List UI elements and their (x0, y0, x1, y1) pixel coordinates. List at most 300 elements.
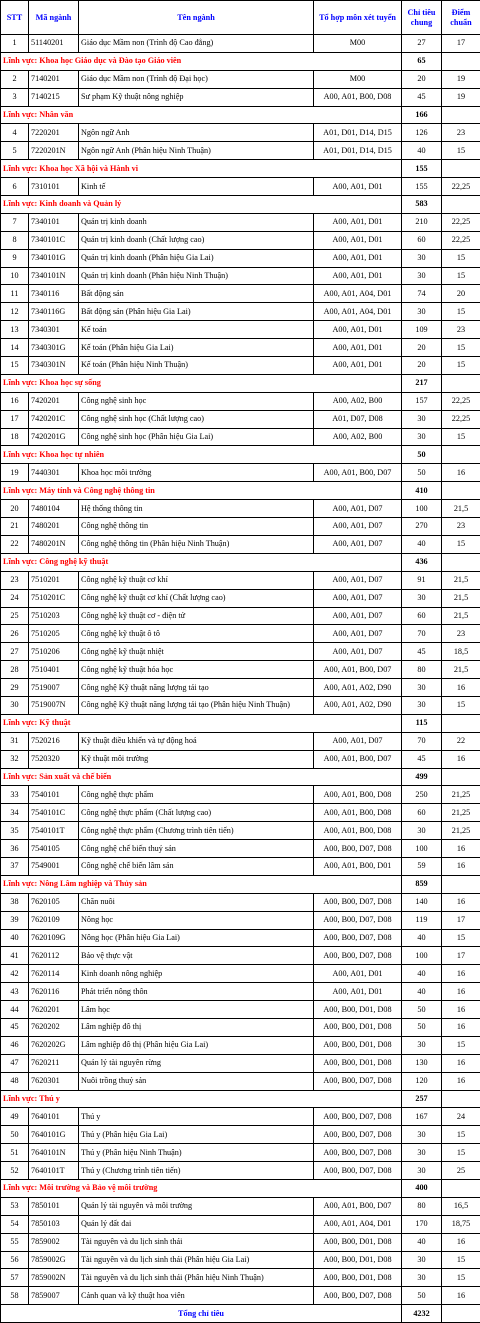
cell-quota: 30 (402, 410, 442, 428)
cell-quota: 70 (402, 625, 442, 643)
table-row (1, 947, 480, 965)
section-row (1, 160, 480, 178)
cell-combo: A00, B00, D01, D08 (314, 1269, 402, 1287)
cell-combo: A00, B00, D01, D08 (314, 1018, 402, 1036)
cell-name: Quản trị kinh doanh (Phân hiệu Gia Lai) (79, 249, 314, 267)
cell-stt: 49 (1, 1108, 29, 1126)
cell-stt: 36 (1, 840, 29, 858)
cell-stt: 24 (1, 589, 29, 607)
cell-combo: A01, D01, D14, D15 (314, 142, 402, 160)
cell-code: 7620109G (29, 929, 79, 947)
cell-name: Công nghệ chế biến lâm sản (79, 857, 314, 875)
cell-code: 7859002N (29, 1269, 79, 1287)
table-row (1, 35, 480, 53)
table-row (1, 840, 480, 858)
section-label: Lĩnh vực: Nhân văn (1, 106, 402, 124)
table-row (1, 1269, 480, 1287)
section-row (1, 1090, 480, 1108)
cell-stt: 29 (1, 679, 29, 697)
cell-code: 7640101 (29, 1108, 79, 1126)
cell-combo: A00, B00, D07, D08 (314, 893, 402, 911)
cell-quota: 157 (402, 392, 442, 410)
cell-quota: 30 (402, 1036, 442, 1054)
cell-score: 21,25 (442, 822, 480, 840)
section-empty (442, 196, 480, 214)
cell-score: 15 (442, 142, 480, 160)
cell-code: 7850103 (29, 1215, 79, 1233)
cell-stt: 58 (1, 1287, 29, 1305)
cell-score: 18,5 (442, 643, 480, 661)
cell-stt: 31 (1, 732, 29, 750)
cell-combo: M00 (314, 70, 402, 88)
cell-stt: 28 (1, 661, 29, 679)
section-total: 257 (402, 1090, 442, 1108)
cell-combo: A00, B00, D07, D08 (314, 1072, 402, 1090)
cell-name: Giáo dục Mầm non (Trình độ Cao đẳng) (79, 35, 314, 53)
section-total: 400 (402, 1180, 442, 1198)
cell-name: Công nghệ kỹ thuật hóa học (79, 661, 314, 679)
cell-quota: 100 (402, 840, 442, 858)
cell-quota: 30 (402, 589, 442, 607)
cell-stt: 8 (1, 231, 29, 249)
table-row (1, 70, 480, 88)
cell-stt: 43 (1, 983, 29, 1001)
cell-name: Ngôn ngữ Anh (79, 124, 314, 142)
table-row (1, 911, 480, 929)
cell-stt: 52 (1, 1162, 29, 1180)
cell-stt: 42 (1, 965, 29, 983)
section-label: Lĩnh vực: Kinh doanh và Quản lý (1, 196, 402, 214)
cell-code: 7140201 (29, 70, 79, 88)
cell-combo: A00, A01, D01 (314, 357, 402, 375)
section-row (1, 52, 480, 70)
table-row (1, 464, 480, 482)
table-row (1, 178, 480, 196)
section-label: Lĩnh vực: Khoa học Xã hội và Hành vi (1, 160, 402, 178)
table-row (1, 321, 480, 339)
cell-combo: A00, A01, B00, D07 (314, 661, 402, 679)
cell-quota: 126 (402, 124, 442, 142)
cell-name: Quản trị kinh doanh (Chất lượng cao) (79, 231, 314, 249)
cell-stt: 14 (1, 339, 29, 357)
cell-combo: A00, B00, D07, D08 (314, 1126, 402, 1144)
cell-code: 7480201N (29, 535, 79, 553)
cell-combo: A00, B00, D07, D08 (314, 840, 402, 858)
cell-combo: A00, A01, B00, D07 (314, 464, 402, 482)
cell-name: Kế toán (79, 321, 314, 339)
grand-total-label: Tổng chỉ tiêu (1, 1305, 402, 1323)
header-quota: Chỉ tiêu chung (402, 1, 442, 35)
cell-quota: 270 (402, 518, 442, 536)
cell-score: 16 (442, 1287, 480, 1305)
cell-combo: A00, A01, A02, D90 (314, 696, 402, 714)
table-row (1, 822, 480, 840)
table-row (1, 88, 480, 106)
cell-code: 7510401 (29, 661, 79, 679)
section-row (1, 374, 480, 392)
table-row (1, 339, 480, 357)
cell-combo: A00, A01, D07 (314, 571, 402, 589)
cell-stt: 15 (1, 357, 29, 375)
section-row (1, 875, 480, 893)
table-row (1, 303, 480, 321)
cell-combo: A00, A01, D01 (314, 213, 402, 231)
cell-code: 7640101T (29, 1162, 79, 1180)
cell-combo: A00, A01, B00, D08 (314, 88, 402, 106)
table-row (1, 1287, 480, 1305)
table-row (1, 625, 480, 643)
cell-code: 51140201 (29, 35, 79, 53)
cell-combo: A00, B00, D07, D08 (314, 911, 402, 929)
cell-combo: A00, A01, A04, D01 (314, 285, 402, 303)
cell-quota: 40 (402, 965, 442, 983)
cell-stt: 44 (1, 1001, 29, 1019)
cell-quota: 210 (402, 213, 442, 231)
cell-stt: 41 (1, 947, 29, 965)
cell-score: 21,25 (442, 804, 480, 822)
cell-score: 16 (442, 464, 480, 482)
cell-score: 16 (442, 1233, 480, 1251)
cell-code: 7440301 (29, 464, 79, 482)
cell-combo: A00, B00, D01, D08 (314, 1251, 402, 1269)
cell-combo: A00, B00, D07, D08 (314, 1287, 402, 1305)
cell-combo: A00, A01, D01 (314, 178, 402, 196)
section-total: 115 (402, 714, 442, 732)
cell-score: 19 (442, 70, 480, 88)
section-label: Lĩnh vực: Thú y (1, 1090, 402, 1108)
cell-score: 15 (442, 1251, 480, 1269)
cell-score: 15 (442, 1269, 480, 1287)
cell-name: Quản lý tài nguyên rừng (79, 1054, 314, 1072)
cell-name: Hệ thống thông tin (79, 500, 314, 518)
cell-name: Công nghệ thông tin (79, 518, 314, 536)
cell-combo: A00, A02, B00 (314, 428, 402, 446)
section-total: 166 (402, 106, 442, 124)
table-row (1, 929, 480, 947)
cell-stt: 38 (1, 893, 29, 911)
cell-score: 18,75 (442, 1215, 480, 1233)
cell-code: 7510205 (29, 625, 79, 643)
cell-quota: 30 (402, 696, 442, 714)
cell-score: 21,5 (442, 661, 480, 679)
section-empty (442, 1180, 480, 1198)
cell-score: 22,25 (442, 410, 480, 428)
section-total: 217 (402, 374, 442, 392)
cell-stt: 39 (1, 911, 29, 929)
cell-quota: 60 (402, 607, 442, 625)
cell-stt: 34 (1, 804, 29, 822)
cell-stt: 54 (1, 1215, 29, 1233)
cell-name: Kỹ thuật điều khiển và tự động hoá (79, 732, 314, 750)
cell-quota: 30 (402, 1162, 442, 1180)
section-empty (442, 714, 480, 732)
cell-score: 16 (442, 1018, 480, 1036)
cell-score: 23 (442, 518, 480, 536)
cell-quota: 30 (402, 1144, 442, 1162)
table-row (1, 518, 480, 536)
cell-name: Kinh doanh nông nghiệp (79, 965, 314, 983)
cell-combo: A00, B00, D01, D08 (314, 1054, 402, 1072)
table-row (1, 410, 480, 428)
cell-code: 7420201C (29, 410, 79, 428)
cell-combo: A00, A01, D01 (314, 321, 402, 339)
section-total: 410 (402, 482, 442, 500)
cell-code: 7480104 (29, 500, 79, 518)
cell-stt: 17 (1, 410, 29, 428)
cell-code: 7420201G (29, 428, 79, 446)
cell-score: 16 (442, 1054, 480, 1072)
cell-stt: 53 (1, 1197, 29, 1215)
cell-code: 7540105 (29, 840, 79, 858)
table-row (1, 786, 480, 804)
cell-quota: 50 (402, 1287, 442, 1305)
cell-score: 15 (442, 249, 480, 267)
cell-score: 21,5 (442, 571, 480, 589)
cell-score: 15 (442, 1126, 480, 1144)
section-row (1, 1180, 480, 1198)
section-label: Lĩnh vực: Công nghệ kỹ thuật (1, 553, 402, 571)
section-empty (442, 106, 480, 124)
cell-stt: 37 (1, 857, 29, 875)
section-row (1, 482, 480, 500)
cell-name: Công nghệ sinh học (79, 392, 314, 410)
cell-score: 16 (442, 983, 480, 1001)
section-empty (442, 374, 480, 392)
cell-score: 17 (442, 35, 480, 53)
cell-combo: A01, D01, D14, D15 (314, 124, 402, 142)
table-row (1, 1197, 480, 1215)
cell-stt: 2 (1, 70, 29, 88)
cell-code: 7859002G (29, 1251, 79, 1269)
cell-stt: 4 (1, 124, 29, 142)
cell-score: 16 (442, 1001, 480, 1019)
table-row (1, 804, 480, 822)
section-total: 65 (402, 52, 442, 70)
cell-quota: 50 (402, 464, 442, 482)
cell-quota: 20 (402, 70, 442, 88)
cell-score: 16 (442, 1072, 480, 1090)
cell-name: Công nghệ Kỹ thuật năng lượng tái tạo (Phân hiệu Ninh Thuận) (79, 696, 314, 714)
cell-stt: 48 (1, 1072, 29, 1090)
cell-combo: A00, A01, D07 (314, 535, 402, 553)
cell-quota: 167 (402, 1108, 442, 1126)
cell-quota: 109 (402, 321, 442, 339)
header-code: Mã ngành (29, 1, 79, 35)
cell-quota: 100 (402, 947, 442, 965)
cell-quota: 91 (402, 571, 442, 589)
cell-name: Kỹ thuật môi trường (79, 750, 314, 768)
table-row (1, 1251, 480, 1269)
cell-code: 7420201 (29, 392, 79, 410)
table-row (1, 267, 480, 285)
cell-score: 20 (442, 285, 480, 303)
header-name: Tên ngành (79, 1, 314, 35)
section-empty (442, 160, 480, 178)
cell-score: 21,25 (442, 786, 480, 804)
cell-code: 7340116G (29, 303, 79, 321)
cell-score: 16 (442, 965, 480, 983)
table-row (1, 392, 480, 410)
cell-name: Công nghệ kỹ thuật cơ khí (Chất lượng cao) (79, 589, 314, 607)
cell-code: 7510201C (29, 589, 79, 607)
grand-total-empty (442, 1305, 480, 1323)
cell-code: 7520216 (29, 732, 79, 750)
cell-combo: A00, B00, D01, D08 (314, 1233, 402, 1251)
section-label: Lĩnh vực: Khoa học sự sống (1, 374, 402, 392)
cell-quota: 30 (402, 249, 442, 267)
cell-score: 15 (442, 339, 480, 357)
cell-score: 19 (442, 88, 480, 106)
cell-combo: A00, A01, D01 (314, 339, 402, 357)
cell-name: Công nghệ sinh học (Phân hiệu Gia Lai) (79, 428, 314, 446)
cell-name: Nông học (79, 911, 314, 929)
cell-score: 22 (442, 732, 480, 750)
table-row (1, 643, 480, 661)
cell-combo: A00, A01, B00, D07 (314, 750, 402, 768)
cell-code: 7850101 (29, 1197, 79, 1215)
table-row (1, 1018, 480, 1036)
cell-quota: 74 (402, 285, 442, 303)
cell-quota: 45 (402, 88, 442, 106)
cell-stt: 16 (1, 392, 29, 410)
cell-code: 7510203 (29, 607, 79, 625)
cell-combo: A00, A01, A04, D01 (314, 303, 402, 321)
cell-stt: 21 (1, 518, 29, 536)
cell-name: Tài nguyên và du lịch sinh thái (Phân hiệu Ninh Thuận) (79, 1269, 314, 1287)
table-row (1, 750, 480, 768)
cell-stt: 22 (1, 535, 29, 553)
cell-quota: 30 (402, 428, 442, 446)
table-row (1, 571, 480, 589)
cell-code: 7220201 (29, 124, 79, 142)
cell-quota: 45 (402, 750, 442, 768)
cell-score: 15 (442, 1036, 480, 1054)
section-empty (442, 52, 480, 70)
cell-combo: A00, A01, D01 (314, 983, 402, 1001)
cell-code: 7549001 (29, 857, 79, 875)
cell-stt: 13 (1, 321, 29, 339)
cell-code: 7540101C (29, 804, 79, 822)
cell-combo: A00, A01, D01 (314, 249, 402, 267)
cell-quota: 70 (402, 732, 442, 750)
cell-quota: 59 (402, 857, 442, 875)
cell-quota: 119 (402, 911, 442, 929)
cell-stt: 1 (1, 35, 29, 53)
table-row (1, 357, 480, 375)
cell-name: Bất động sản (79, 285, 314, 303)
cell-score: 23 (442, 321, 480, 339)
cell-stt: 51 (1, 1144, 29, 1162)
cell-combo: A00, A01, D07 (314, 607, 402, 625)
cell-combo: A00, A02, B00 (314, 392, 402, 410)
section-total: 436 (402, 553, 442, 571)
cell-stt: 12 (1, 303, 29, 321)
table-row (1, 893, 480, 911)
section-total: 583 (402, 196, 442, 214)
cell-code: 7340301N (29, 357, 79, 375)
cell-quota: 30 (402, 1251, 442, 1269)
cell-code: 7140215 (29, 88, 79, 106)
section-row (1, 714, 480, 732)
cell-quota: 30 (402, 303, 442, 321)
cell-combo: A00, B00, D01, D08 (314, 1036, 402, 1054)
section-label: Lĩnh vực: Khoa học tự nhiên (1, 446, 402, 464)
cell-code: 7310101 (29, 178, 79, 196)
cell-code: 7640101G (29, 1126, 79, 1144)
cell-score: 17 (442, 911, 480, 929)
cell-combo: A00, A01, B00, D08 (314, 804, 402, 822)
cell-quota: 30 (402, 1126, 442, 1144)
section-label: Lĩnh vực: Khoa học Giáo dục và Đào tạo Giáo viên (1, 52, 402, 70)
cell-code: 7620202G (29, 1036, 79, 1054)
cell-code: 7620211 (29, 1054, 79, 1072)
cell-code: 7340301 (29, 321, 79, 339)
section-empty (442, 553, 480, 571)
cell-code: 7859007 (29, 1287, 79, 1305)
cell-score: 15 (442, 303, 480, 321)
section-empty (442, 446, 480, 464)
cell-combo: A00, B00, D01, D08 (314, 1001, 402, 1019)
cell-code: 7340101 (29, 213, 79, 231)
cell-score: 17 (442, 947, 480, 965)
table-row (1, 965, 480, 983)
cell-stt: 30 (1, 696, 29, 714)
section-total: 155 (402, 160, 442, 178)
cell-quota: 30 (402, 679, 442, 697)
table-row (1, 1162, 480, 1180)
cell-combo: A00, B00, D07, D08 (314, 1108, 402, 1126)
section-label: Lĩnh vực: Máy tính và Công nghệ thông tin (1, 482, 402, 500)
cell-code: 7340101N (29, 267, 79, 285)
cell-name: Thú y (Chương trình tiên tiến) (79, 1162, 314, 1180)
table-row (1, 1036, 480, 1054)
cell-name: Thú y (79, 1108, 314, 1126)
table-row (1, 285, 480, 303)
cell-score: 16 (442, 750, 480, 768)
cell-combo: A00, A01, D01 (314, 965, 402, 983)
cell-name: Sư phạm Kỹ thuật nông nghiệp (79, 88, 314, 106)
cell-score: 22,25 (442, 178, 480, 196)
cell-stt: 32 (1, 750, 29, 768)
section-total: 859 (402, 875, 442, 893)
cell-score: 21,5 (442, 607, 480, 625)
cell-quota: 60 (402, 804, 442, 822)
cell-code: 7620201 (29, 1001, 79, 1019)
cell-code: 7540101T (29, 822, 79, 840)
header-stt: STT (1, 1, 29, 35)
cell-score: 21,5 (442, 500, 480, 518)
cell-stt: 45 (1, 1018, 29, 1036)
section-empty (442, 875, 480, 893)
cell-quota: 45 (402, 643, 442, 661)
cell-combo: A00, A01, D01 (314, 231, 402, 249)
cell-quota: 30 (402, 822, 442, 840)
table-row (1, 124, 480, 142)
cell-combo: A00, A01, D07 (314, 732, 402, 750)
cell-code: 7340116 (29, 285, 79, 303)
cell-combo: A00, A01, B00, D01 (314, 857, 402, 875)
section-label: Lĩnh vực: Môi trường và Bảo vệ môi trường (1, 1180, 402, 1198)
table-row (1, 1215, 480, 1233)
cell-combo: A00, B00, D07, D08 (314, 1144, 402, 1162)
cell-name: Lâm nghiệp đô thị (Phân hiệu Gia Lai) (79, 1036, 314, 1054)
section-row (1, 106, 480, 124)
cell-combo: A00, A01, D01 (314, 267, 402, 285)
cell-code: 7340301G (29, 339, 79, 357)
cell-score: 23 (442, 124, 480, 142)
cell-quota: 140 (402, 893, 442, 911)
cell-combo: A00, A01, A04, D01 (314, 1215, 402, 1233)
